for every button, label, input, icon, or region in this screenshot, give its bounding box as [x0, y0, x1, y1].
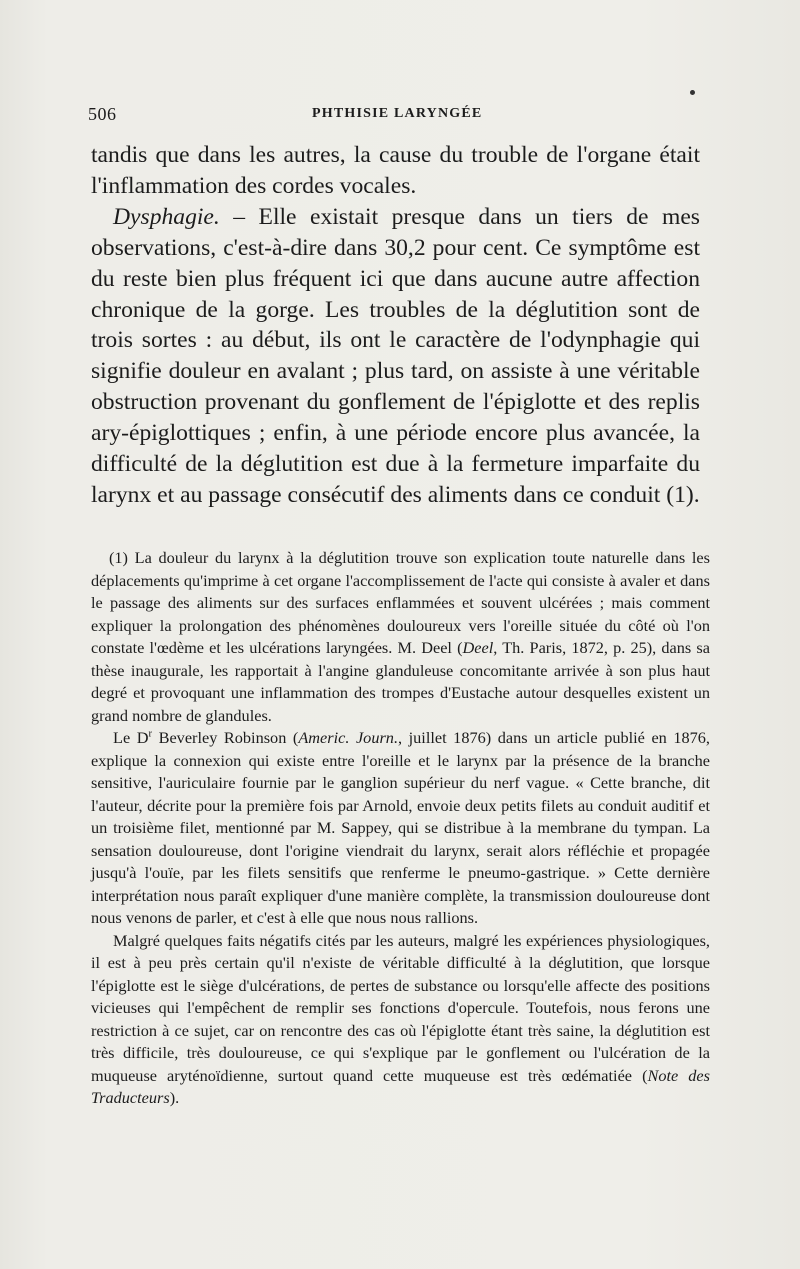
body-paragraph-dysphagie: [91, 202, 700, 511]
citation: Note des Traducteurs: [91, 1065, 710, 1107]
page-number: 506: [88, 104, 117, 124]
running-title: PHTHISIE LARYNGÉE: [312, 106, 483, 121]
footnote-text: (1) La douleur du larynx à la déglutition trouve son explication toute naturelle dans les déplacements qu'imprime à cet organe l'accomplissement de l'acte qui consiste à avaler et dans le passage des aliments sur des surfaces enflammées et souvent ulcérées ; mais comment expliquer la prolongation des phénomènes douloureux vers l'oreille située du côté où l'on constate l'œdème et les ulcérations laryngées. M. Deel (: [91, 548, 710, 657]
footnote-paragraph: [91, 727, 710, 930]
citation: Deel: [462, 638, 494, 657]
footnote-text: Le D: [113, 728, 149, 747]
page-header: [88, 104, 698, 128]
ink-speck: [690, 90, 695, 95]
main-text: [91, 140, 700, 511]
footnote-text: Beverley Robinson (: [152, 728, 299, 747]
citation: Americ. Journ.: [298, 728, 399, 747]
body-paragraph: tandis que dans les autres, la cause du trouble de l'organe était l'inflammation des cordes vocales.: [91, 142, 700, 199]
superscript: r: [148, 728, 153, 740]
footnote-paragraph: [91, 547, 710, 727]
body-paragraph-text: – Elle existait presque dans un tiers de mes observations, c'est-à-dire dans 30,2 pour cent. Ce symptôme est du reste bien plus fréquent ici que dans aucune autre affection chronique de la gorge. Les troubles de la déglutition sont de trois sortes : au début, ils ont le caractère de l'odynphagie qui signifie douleur en avalant ; plus tard, on assiste à une véritable obstruction provenant du gonflement de l'épiglotte et des replis ary-épiglottiques ; enfin, à une période encore plus avancée, la difficulté de la déglutition est due à la fermeture imparfaite du larynx et au passage consécutif des aliments dans ce conduit (1).: [91, 203, 700, 508]
footnote-text: ).: [169, 1088, 180, 1107]
footnote-paragraph: [91, 930, 710, 1110]
footnote: [91, 547, 710, 1110]
footnote-text: Malgré quelques faits négatifs cités par les auteurs, malgré les expériences physiologiques, il est à peu près certain qu'il n'existe de véritable difficulté à la déglutition, que lorsque l'épiglotte est le siège d'ulcérations, de pertes de substance ou lorsqu'elle affecte des positions vicieuses qui l'empêchent de remplir ses fonctions d'opercule. Toutefois, nous ferons une restriction à ce sujet, car on rencontre des cas où l'épiglotte étant très saine, la déglutition est très difficile, très douloureuse, ce qui s'explique par le gonflement ou l'ulcération de la muqueuse aryténoïdienne, surtout quand cette muqueuse est très œdématiée (: [91, 930, 710, 1085]
footnote-text: , Th. Paris, 1872, p. 25), dans sa thèse inaugurale, les rapportait à l'angine glanduleuse concomitante arrivée à son plus haut degré et provoquant une inflammation des trompes d'Eustache autour desquelles existent un grand nombre de glandules.: [91, 638, 710, 725]
section-rubric: Dysphagie.: [113, 203, 220, 230]
footnote-text: , juillet 1876) dans un article publié en 1876, explique la connexion qui existe entre l'oreille et le larynx par la présence de la branche sensitive, l'auriculaire fournie par le ganglion supérieur du nerf vague. « Cette branche, dit l'auteur, décrite pour la première fois par Arnold, envoie deux petits filets au conduit auditif et un troisième filet, mentionné par M. Sappey, qui se distribue à la membrane du tympan. La sensation douloureuse, dont l'origine viendrait du larynx, serait alors réfléchie et propagée jusqu'à l'ouïe, par les filets sensitifs que renferme le pneumo-gastrique. » Cette dernière interprétation nous paraît expliquer d'une manière complète, la transmission douloureuse dont nous venons de parler, et c'est à elle que nous nous rallions.: [91, 728, 711, 927]
